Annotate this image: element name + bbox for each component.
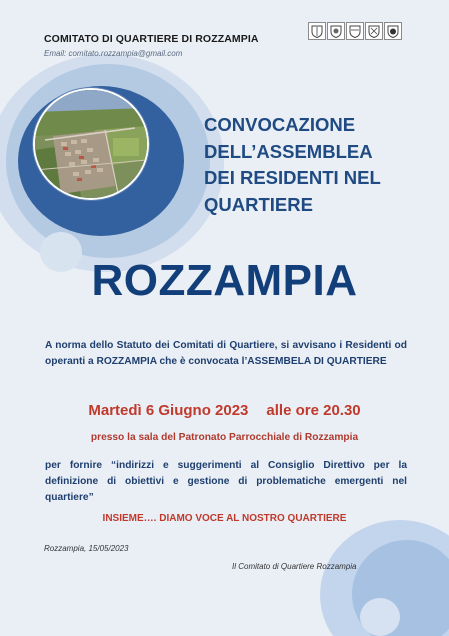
committee-name: COMITATO DI QUARTIERE DI ROZZAMPIA: [44, 33, 259, 45]
aerial-photo: [33, 88, 149, 200]
committee-email: Email: comitato.rozzampia@gmail.com: [44, 49, 183, 58]
meeting-date-time: [0, 402, 449, 419]
municipal-logos: [308, 22, 402, 40]
headline-line: DEI RESIDENTI NEL: [204, 167, 381, 188]
place-date: Rozzampia, 15/05/2023: [44, 544, 129, 553]
headline-line: DELL’ASSEMBLEA: [204, 140, 373, 162]
comune-crest-icon: [327, 22, 345, 40]
comune-crest-icon: [384, 22, 402, 40]
aerial-photo-image: [35, 90, 147, 198]
headline-line: QUARTIERE: [204, 193, 313, 215]
comune-crest-icon: [308, 22, 326, 40]
comune-crest-icon: [346, 22, 364, 40]
signature: Il Comitato di Quartiere Rozzampia: [232, 562, 357, 571]
comune-crest-icon: [365, 22, 383, 40]
headline-line: CONVOCAZIONE: [204, 114, 356, 135]
meeting-time: alle ore 20.30: [266, 402, 361, 419]
decorative-circle: [360, 598, 400, 636]
meeting-date: Martedì 6 Giugno 2023: [88, 402, 249, 419]
intro-paragraph: A norma dello Statuto dei Comitati di Quartiere, si avvisano i Residenti od operanti a ROZZAMPIA che è convocata l’ASSEMBELA DI QUARTIERE: [45, 340, 407, 367]
meeting-venue: presso la sala del Patronato Parrocchiale di Rozzampia: [90, 432, 359, 443]
slogan: INSIEME…. DIAMO VOCE AL NOSTRO QUARTIERE: [102, 513, 347, 524]
purpose-paragraph: per fornire “indirizzi e suggerimenti al Consiglio Direttivo per la definizione di obiettivi e gestione di problematiche emergenti nel quartiere”: [45, 460, 407, 503]
neighbourhood-title: ROZZAMPIA: [91, 256, 358, 305]
convocation-headline: [204, 112, 434, 218]
